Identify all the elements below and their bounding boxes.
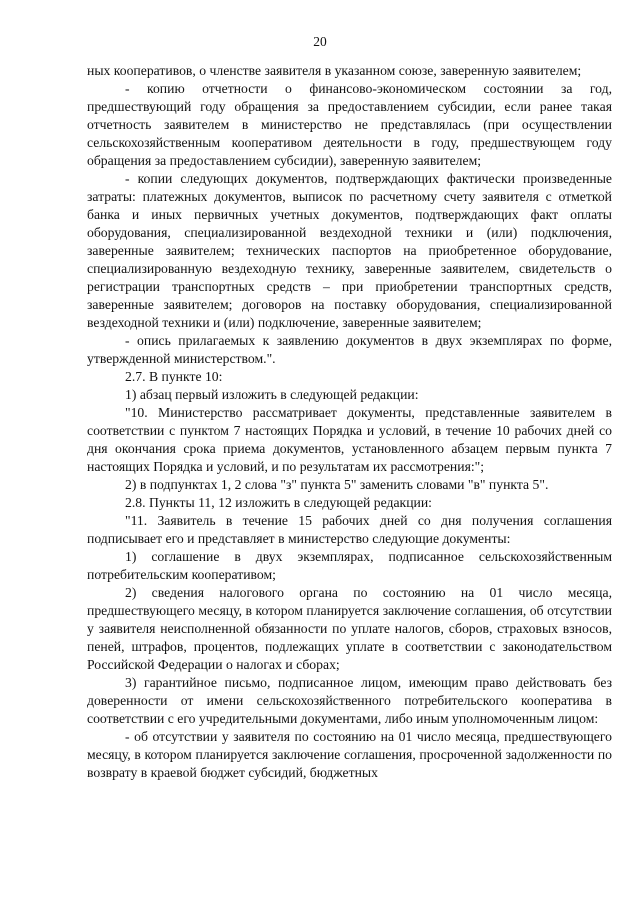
paragraph: "11. Заявитель в течение 15 рабочих дней со дня получения соглашения подписывает его и представляет в министерство следующие документы:	[87, 513, 612, 546]
paragraph: - опись прилагаемых к заявлению документов в двух экземплярах по форме, утвержденной министерством.".	[87, 333, 612, 366]
paragraph: 1) соглашение в двух экземплярах, подписанное сельскохозяйственным потребительским кооперативом;	[87, 549, 612, 582]
paragraph: 2) сведения налогового органа по состоянию на 01 число месяца, предшествующего месяцу, в котором планируется заключение соглашения, об отсутствии у заявителя неисполненной обязанности по уплате налогов, сборов, страховых взносов, пеней, штрафов, процентов, подлежащих уплате в соответствии с законодательством Российской Федерации о налогах и сборах;	[87, 585, 612, 672]
paragraph: 2.8. Пункты 11, 12 изложить в следующей редакции:	[125, 495, 432, 510]
page-number: 20	[313, 34, 327, 49]
paragraph: "10. Министерство рассматривает документы, представленные заявителем в соответствии с пунктом 7 настоящих Порядка и условий, в течение 10 рабочих дней со дня окончания срока приема документов, установленного абзацем первым пункта 7 настоящих Порядка и условий, и по результатам их рассмотрения:";	[87, 405, 612, 474]
paragraph: - копии следующих документов, подтверждающих фактически произведенные затраты: платежных документов, выписок по расчетному счету заявителя с отметкой банка и иных первичных учетных документов, подтверждающих факт оплаты оборудования, специализированной вездеходной техники и (или) подключения, заверенные заявителем; технических паспортов на приобретенное оборудование, специализированную вездеходную технику, заверенные заявителем, свидетельств о регистрации транспортных средств – при приобретении транспортных средств, заверенные заявителем; договоров на поставку оборудования, специализированной вездеходной техники и (или) подключение, заверенные заявителем;	[87, 171, 612, 330]
paragraph: 3) гарантийное письмо, подписанное лицом, имеющим право действовать без доверенности от имени сельскохозяйственного потребительского кооператива в соответствии с его учредительными документами, либо иным уполномоченным лицом:	[87, 675, 612, 726]
paragraph: 2) в подпунктах 1, 2 слова "з" пункта 5" заменить словами "в" пункта 5".	[125, 477, 549, 492]
paragraph: 1) абзац первый изложить в следующей редакции:	[125, 387, 419, 402]
paragraph: ных кооперативов, о членстве заявителя в указанном союзе, заверенную заявителем;	[87, 63, 582, 78]
paragraph: - копию отчетности о финансово-экономическом состоянии за год, предшествующий году обращения за предоставлением субсидии, если ранее такая отчетность заявителем в министерство не представлялась (при осуществлении сельскохозяйственным кооперативом деятельности в году, предшествующем году обращения за предоставлением субсидии), заверенную заявителем;	[87, 81, 612, 168]
paragraph: 2.7. В пункте 10:	[125, 369, 223, 384]
paragraph: - об отсутствии у заявителя по состоянию на 01 число месяца, предшествующего месяцу, в котором планируется заключение соглашения, просроченной задолженности по возврату в краевой бюджет субсидий, бюджетных	[87, 729, 612, 780]
document-body	[87, 62, 612, 782]
